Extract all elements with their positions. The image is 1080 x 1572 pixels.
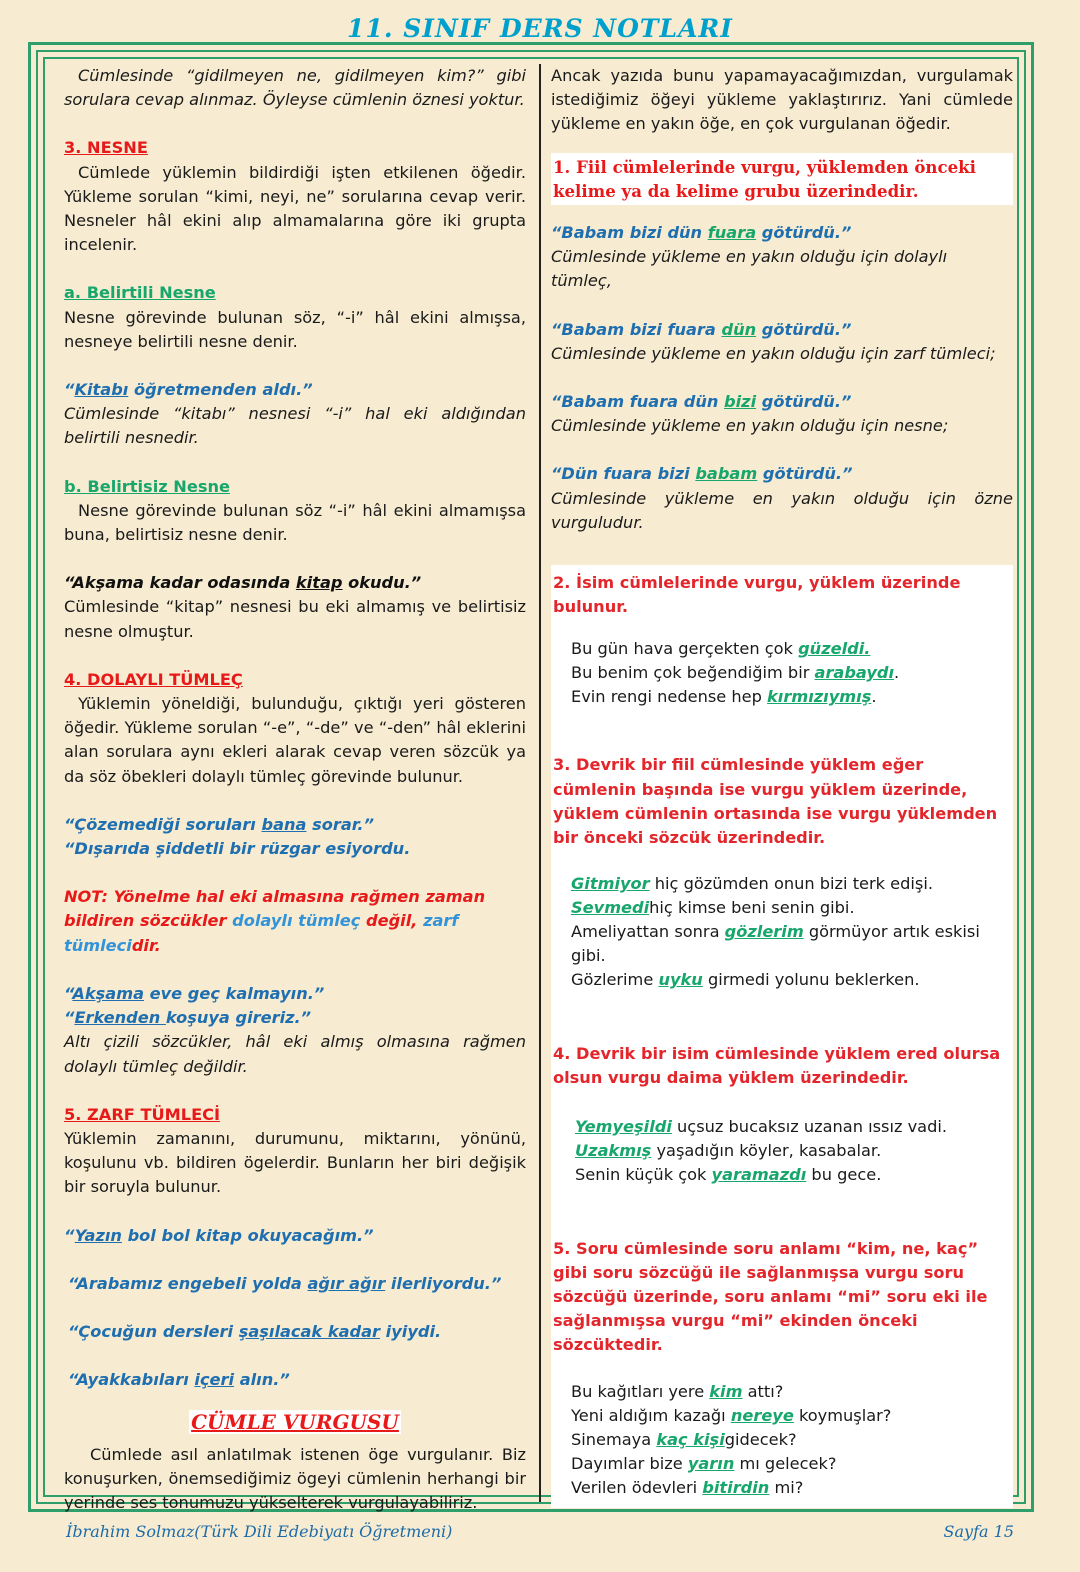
example-babam: “Dün fuara bizi babam götürdü.”: [551, 464, 853, 484]
example-yazin: “Yazın bol bol kitap okuyacağım.”: [64, 1225, 374, 1245]
rule5-example-4: Dayımlar bize yarın mı gelecek?: [571, 1453, 837, 1473]
rule2-examples: [553, 637, 1011, 709]
rule4-example-1: Yemyeşildi uçsuz bucaksız uzanan ıssız vadi.: [575, 1116, 948, 1136]
rule2-example-1: Bu gün hava gerçekten çok güzeldi.: [571, 639, 871, 659]
example-bizi-note: Cümlesinde yükleme en yakın olduğu için nesne;: [551, 416, 949, 436]
right-column: [551, 64, 1013, 1508]
rule4-example-2: Uzakmış yaşadığın köyler, kasabalar.: [575, 1140, 882, 1160]
example-dun: “Babam bizi fuara dün götürdü.”: [551, 319, 852, 339]
dolayli-examples: [64, 813, 526, 861]
example-kitap-note: Cümlesinde “kitap” nesnesi bu eki almamış ve belirtisiz nesne olmuştur.: [64, 597, 526, 641]
zarf-definition: Yüklemin zamanını, durumunu, miktarını, yönünü, koşulunu vb. bildiren ögelerdir. Bunların her biri değişik bir soruyla bulunur.: [64, 1128, 526, 1197]
rule5-example-1: Bu kağıtları yere kim attı?: [571, 1381, 784, 1401]
left-column: [64, 64, 526, 1539]
rule3-example-4: Gözlerime uyku girmedi yolunu beklerken.: [571, 970, 920, 990]
examples-panel: [551, 565, 1013, 1508]
note-yonelme: NOT: Yönelme hal eki almasına rağmen zaman bildiren sözcükler dolaylı tümleç değil, zarf tümlecidir.: [64, 887, 486, 955]
rule4-example-3: Senin küçük çok yaramazdı bu gece.: [575, 1164, 882, 1184]
example-ruzgar: “Dışarıda şiddetli bir rüzgar esiyordu.: [64, 839, 411, 859]
example-bana: “Çözemediği soruları bana sorar.”: [64, 814, 374, 834]
rule-soru-cumlesi: 5. Soru cümlesinde soru anlamı “kim, ne, kaç” gibi soru sözcüğü ile sağlanmışsa vurgu soru sözcüğü üzerinde, soru anlamı “mi” soru eki ile sağlanmışsa vurgu “mi” ekinden önceki sözcüktedir.: [553, 1238, 988, 1355]
example-agir-agir: “Arabamız engebeli yolda ağır ağır ilerliyordu.”: [68, 1273, 502, 1293]
rule5-example-3: Sinemaya kaç kişigidecek?: [571, 1429, 797, 1449]
rule-devrik-fiil: 3. Devrik bir fiil cümlesinde yüklem eğer cümlenin başında ise vurgu yüklem üzerinde, yüklem cümlenin ortasında ise vurgu yüklemden bir önceki sözcük üzerindedir.: [553, 755, 998, 848]
rule5-example-2: Yeni aldığım kazağı nereye koymuşlar?: [571, 1405, 892, 1425]
example-babam-note: Cümlesinde yükleme en yakın olduğu için özne vurguludur.: [551, 488, 1013, 532]
example-aksama: “Akşama eve geç kalmayın.”: [64, 983, 325, 1003]
belirtili-definition: Nesne görevinde bulunan söz, “-i” hâl ekini almışsa, nesneye belirtili nesne denir.: [64, 307, 526, 351]
rule2-example-2: Bu benim çok beğendiğim bir arabaydı.: [571, 663, 900, 683]
example-aksama-note: Altı çizili sözcükler, hâl eki almış olmasına rağmen dolaylı tümleç değildir.: [64, 1032, 526, 1076]
rule3-example-2: Sevmedihiç kimse beni senin gibi.: [571, 898, 855, 918]
heading-nesne: 3. NESNE: [64, 138, 148, 158]
rule-fiil-cumleleri: 1. Fiil cümlelerinde vurgu, yüklemden önceki kelime ya da kelime grubu üzerindedir.: [551, 153, 1013, 205]
subject-note: Cümlesinde “gidilmeyen ne, gidilmeyen kim?” gibi sorulara cevap alınmaz. Öyleyse cümlenin öznesi yoktur.: [64, 66, 526, 110]
heading-zarf-tumleci: 5. ZARF TÜMLECİ: [64, 1104, 221, 1124]
example-erkenden: “Erkenden koşuya gireriz.”: [64, 1008, 312, 1028]
belirtisiz-definition: Nesne görevinde bulunan söz “-i” hâl ekini almamışsa buna, belirtisiz nesne denir.: [64, 500, 526, 545]
rule3-examples: [553, 872, 1011, 992]
example-fuara-note: Cümlesinde yükleme en yakın olduğu için dolaylı tümleç,: [551, 247, 948, 291]
rule5-example-5: Verilen ödevleri bitirdin mi?: [571, 1477, 804, 1497]
heading-dolayli-tumlec: 4. DOLAYLI TÜMLEÇ: [64, 669, 243, 689]
section-title-cumle-vurgusu: CÜMLE VURGUSU: [191, 1410, 399, 1435]
example-bizi: “Babam fuara dün bizi götürdü.”: [551, 392, 852, 412]
vurgu-definition: Cümlede asıl anlatılmak istenen öge vurgulanır. Biz konuşurken, önemsediğimiz ögeyi cümlenin herhangi bir yerinde ses tonumuzu yükselterek vurgulayabiliriz.: [64, 1444, 526, 1512]
footer-author: İbrahim Solmaz(Türk Dili Edebiyatı Öğretmeni): [66, 1522, 453, 1541]
rule3-example-3: Ameliyattan sonra gözlerim görmüyor artık eskisi gibi.: [571, 922, 980, 966]
example-sasilacak: “Çocuğun dersleri şaşılacak kadar iyiydi.: [68, 1321, 442, 1341]
vurgu-intro: Ancak yazıda bunu yapamayacağımızdan, vurgulamak istediğimiz öğeyi yükleme yaklaştırırız. Yani cümlede yükleme en yakın öğe, en çok vurgulanan öğedir.: [551, 66, 1013, 134]
rule-devrik-isim: 4. Devrik bir isim cümlesinde yüklem ered olursa olsun vurgu daima yüklem üzerindedir.: [553, 1044, 1001, 1088]
rule2-example-3: Evin rengi nedense hep kırmızıymış.: [571, 687, 877, 707]
example-dun-note: Cümlesinde yükleme en yakın olduğu için zarf tümleci;: [551, 343, 996, 363]
nesne-definition: Cümlede yüklemin bildirdiği işten etkilenen öğedir. Yükleme sorulan “kimi, neyi, ne” sorularına cevap verir. Nesneler hâl ekini alıp almamalarına göre iki grupta incelenir.: [64, 162, 526, 255]
example-fuara: “Babam bizi dün fuara götürdü.”: [551, 223, 852, 243]
example-kitap: “Akşama kadar odasında kitap okudu.”: [64, 573, 422, 593]
example-kitabi-note: Cümlesinde “kitabı” nesnesi “-i” hal eki aldığından belirtili nesnedir.: [64, 404, 526, 448]
rule5-examples: [553, 1380, 1011, 1500]
rule3-example-1: Gitmiyor hiç gözümden onun bizi terk edişi.: [571, 874, 933, 894]
rule-isim-cumleleri: 2. İsim cümlelerinde vurgu, yüklem üzerinde bulunur.: [553, 573, 961, 617]
dolayli-definition: Yüklemin yöneldiği, bulunduğu, çıktığı yeri gösteren öğedir. Yükleme sorulan “-e”, “-de” ve “-den” hâl eklerini alan sorulara aynı ekleri alarak cevap veren sözcük ya da söz öbekleri dolaylı tümleç görevinde bulunur.: [64, 694, 526, 786]
rule4-examples: [553, 1115, 1011, 1187]
example-kitabi: “Kitabı öğretmenden aldı.”: [64, 380, 313, 400]
footer-page-number: Sayfa 15: [943, 1522, 1014, 1541]
heading-belirtili-nesne: a. Belirtili Nesne: [64, 283, 216, 303]
page-title: 11. SINIF DERS NOTLARI: [347, 14, 733, 43]
heading-belirtisiz-nesne: b. Belirtisiz Nesne: [64, 476, 230, 496]
column-divider: [539, 64, 541, 1502]
example-iceri: “Ayakkabıları içeri alın.”: [68, 1370, 290, 1390]
